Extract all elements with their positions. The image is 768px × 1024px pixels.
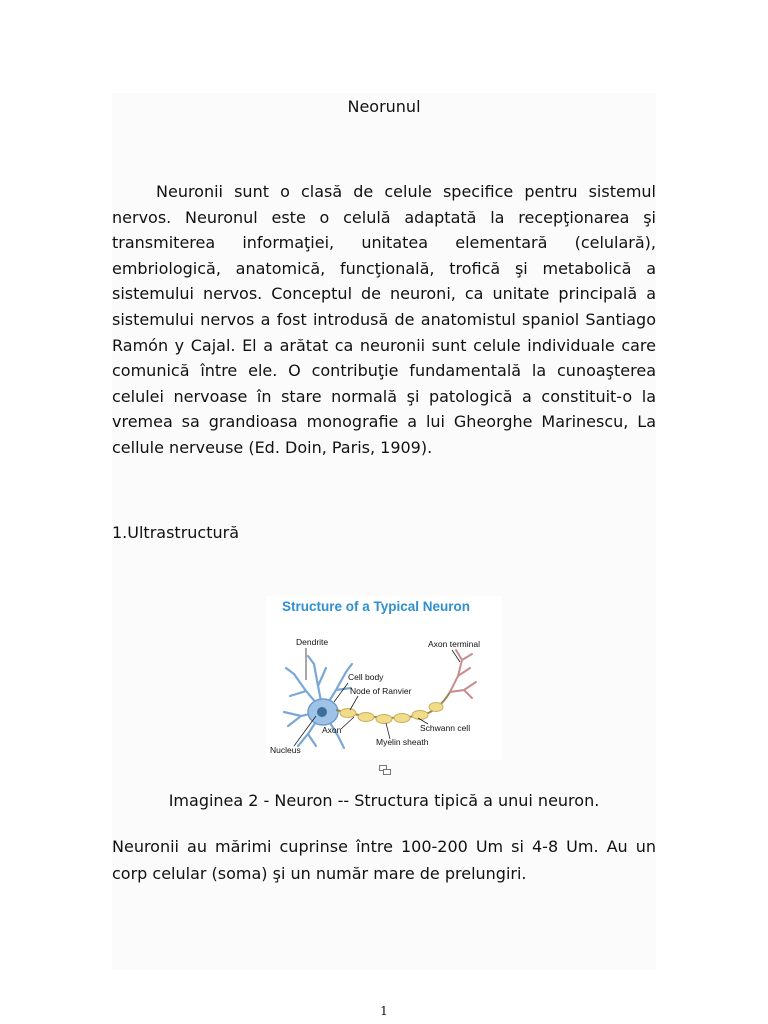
page-number: 1 bbox=[380, 1004, 388, 1018]
intro-paragraph-text: Neuronii sunt o clasă de celule specifice pentru sistemul nervos. Neuronul este o celulă adaptată la recepţionarea şi transmiterea informaţiei, unitatea elementară (celulară), embriologică, anatomică, funcţională, trofică şi metabolică a sistemului nervos. Conceptul de neuroni, ca unitate principală a sistemului nervos a fost introdusă de anatomistul spaniol Santiago Ramón y Cajal. El a arătat ca neuronii sunt celule individuale care comunică între ele. O contribuţie fundamentală la cunoaşterea celulei nervoase în stare normală şi patologică a constituit-o la vremea sa grandioasa monografie a lui Gheorghe Marinescu, La cellule nerveuse (Ed. Doin, Paris, 1909). bbox=[112, 182, 656, 457]
label-myelin-sheath: Myelin sheath bbox=[376, 737, 429, 747]
document-title: Neorunul bbox=[347, 97, 421, 116]
label-axon: Axon bbox=[322, 725, 342, 735]
nucleus-graphic bbox=[317, 707, 327, 717]
neuron-figure bbox=[266, 596, 502, 760]
expand-image-icon[interactable] bbox=[379, 765, 391, 775]
label-cell-body: Cell body bbox=[348, 672, 384, 682]
myelin-sheath-graphic bbox=[340, 703, 443, 724]
section-heading: 1.Ultrastructură bbox=[112, 523, 239, 542]
document-page bbox=[112, 93, 656, 970]
label-axon-terminal: Axon terminal bbox=[428, 639, 480, 649]
label-nucleus: Nucleus bbox=[270, 745, 301, 755]
label-node-of-ranvier: Node of Ranvier bbox=[350, 686, 412, 696]
intro-paragraph bbox=[112, 179, 656, 461]
axon-terminal-graphic bbox=[450, 650, 476, 698]
neuron-diagram bbox=[266, 596, 502, 760]
figure-caption: Imaginea 2 - Neuron -- Structura tipică a unui neuron. bbox=[168, 791, 600, 810]
label-schwann-cell: Schwann cell bbox=[420, 723, 471, 733]
figure-title: Structure of a Typical Neuron bbox=[282, 599, 471, 614]
size-paragraph: Neuronii au mărimi cuprinse între 100-200 Um si 4-8 Um. Au un corp celular (soma) şi un număr mare de prelungiri. bbox=[112, 837, 656, 883]
label-dendrite: Dendrite bbox=[296, 637, 329, 647]
